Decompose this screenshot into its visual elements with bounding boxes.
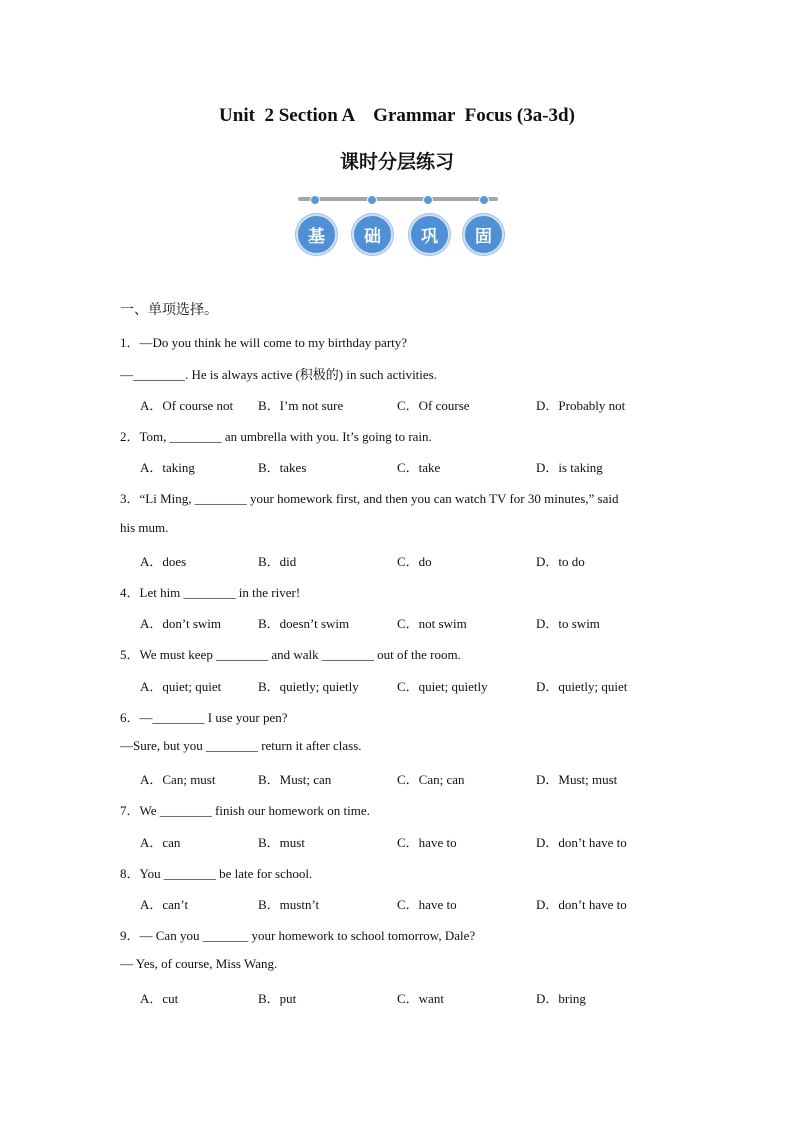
option-b: B．doesn’t swim [258, 616, 350, 631]
section-banner [296, 194, 502, 254]
option-d: D．don’t have to [536, 897, 627, 912]
question-line: 4．Let him ________ in the river! [120, 585, 301, 600]
banner-char: 础 [352, 214, 393, 255]
option-a: A．Can; must [140, 772, 216, 787]
question-line: — Yes, of course, Miss Wang. [120, 956, 278, 971]
question-line: 7．We ________ finish our homework on time. [120, 803, 370, 818]
question-line: —________. He is always active (积极的) in such activities. [120, 367, 437, 382]
option-a: A．does [140, 554, 187, 569]
option-a: A．cut [140, 991, 179, 1006]
option-b: B．Must; can [258, 772, 332, 787]
option-a: A．Of course not [140, 398, 234, 413]
question-line: 3．“Li Ming, ________ your homework first, and then you can watch TV for 30 minutes,” said [120, 491, 619, 506]
option-c: C．take [397, 460, 441, 475]
banner-bar [298, 197, 498, 201]
option-d: D．quietly; quiet [536, 679, 628, 694]
section-heading: 一、单项选择。 [120, 302, 218, 318]
option-b: B．takes [258, 460, 307, 475]
option-b: B．mustn’t [258, 897, 320, 912]
option-b: B．I’m not sure [258, 398, 344, 413]
option-c: C．want [397, 991, 444, 1006]
question-line: —Sure, but you ________ return it after class. [120, 738, 362, 753]
question-line: 8．You ________ be late for school. [120, 866, 313, 881]
option-a: A．taking [140, 460, 195, 475]
option-b: B．must [258, 835, 305, 850]
option-a: A．don’t swim [140, 616, 222, 631]
option-c: C．do [397, 554, 432, 569]
banner-dot [423, 195, 433, 205]
banner-dot [367, 195, 377, 205]
option-c: C．Of course [397, 398, 470, 413]
option-c: C．have to [397, 897, 457, 912]
option-d: D．to swim [536, 616, 600, 631]
option-d: D．Probably not [536, 398, 626, 413]
banner-char: 基 [296, 214, 337, 255]
option-b: B．put [258, 991, 297, 1006]
option-d: D．is taking [536, 460, 603, 475]
option-d: D．Must; must [536, 772, 618, 787]
option-c: C．quiet; quietly [397, 679, 488, 694]
option-c: C．not swim [397, 616, 467, 631]
question-line: 6．—________ I use your pen? [120, 710, 288, 725]
page-title: Unit 2 Section A Grammar Focus (3a-3d) [219, 105, 575, 126]
option-b: B．quietly; quietly [258, 679, 359, 694]
question-line: his mum. [120, 520, 169, 535]
option-c: C．Can; can [397, 772, 465, 787]
option-d: D．to do [536, 554, 585, 569]
question-line: 5．We must keep ________ and walk ________ out of the room. [120, 647, 461, 662]
question-line: 2．Tom, ________ an umbrella with you. It’s going to rain. [120, 429, 432, 444]
banner-dot [479, 195, 489, 205]
option-a: A．quiet; quiet [140, 679, 222, 694]
option-c: C．have to [397, 835, 457, 850]
banner-char: 巩 [409, 214, 450, 255]
question-line: 9．— Can you _______ your homework to school tomorrow, Dale? [120, 928, 476, 943]
banner-char: 固 [463, 214, 504, 255]
option-d: D．don’t have to [536, 835, 627, 850]
option-b: B．did [258, 554, 297, 569]
banner-dot [310, 195, 320, 205]
page-subtitle: 课时分层练习 [339, 151, 454, 173]
option-d: D．bring [536, 991, 586, 1006]
option-a: A．can [140, 835, 181, 850]
question-line: 1．—Do you think he will come to my birthday party? [120, 335, 408, 350]
option-a: A．can’t [140, 897, 189, 912]
